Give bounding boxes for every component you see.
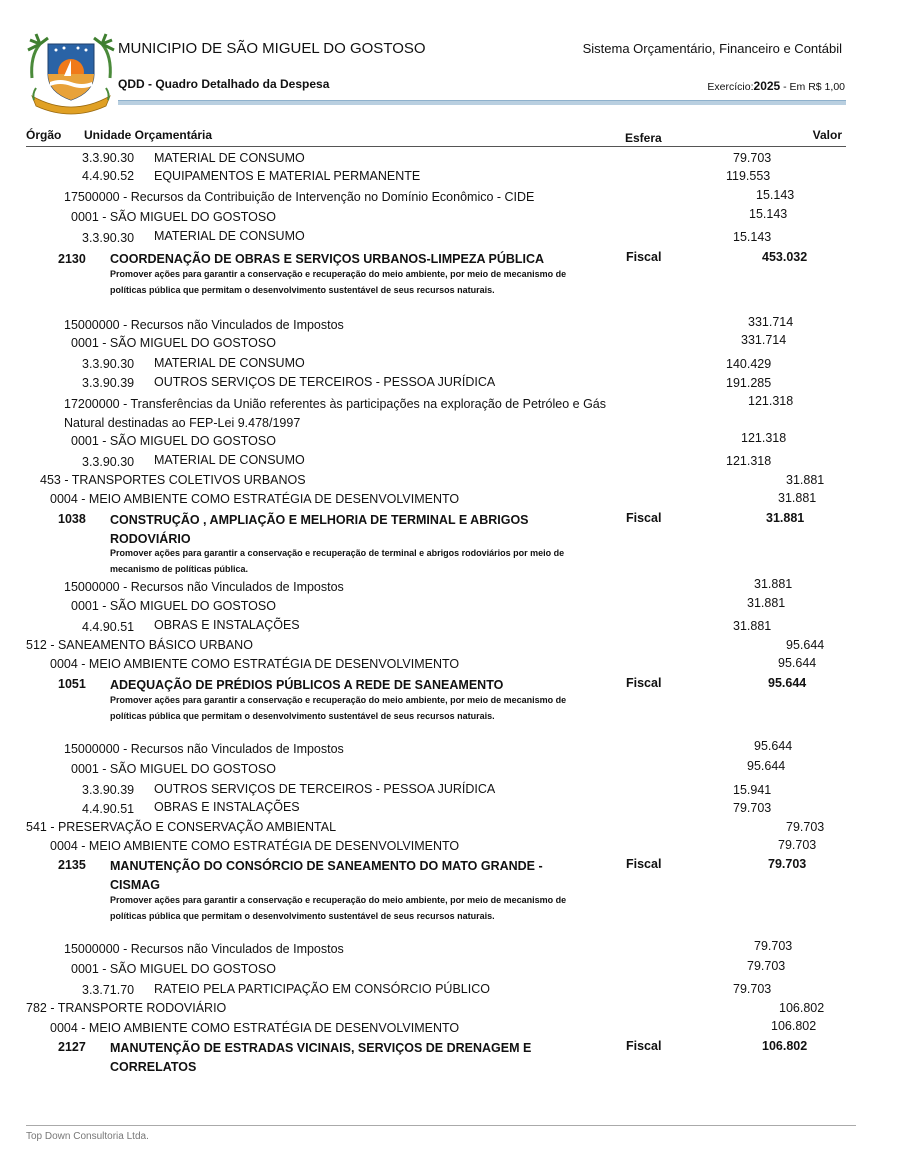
action-number: 1051 <box>58 677 86 691</box>
unit-value: 15.143 <box>749 207 788 221</box>
report-title: QDD - Quadro Detalhado da Despesa <box>118 77 330 91</box>
resource-value: 31.881 <box>754 577 793 591</box>
subfunction-value: 79.703 <box>786 820 825 834</box>
action-description: Promover ações para garantir a conservação e recuperação de terminal e abrigos rodoviários por meio de mecanismo de políticas pública. <box>110 548 565 574</box>
column-esfera: Esfera <box>625 131 662 145</box>
action-title: MANUTENÇÃO DO CONSÓRCIO DE SANEAMENTO DO MATO GRANDE - CISMAG <box>110 859 543 892</box>
element-value: 121.318 <box>726 454 772 468</box>
resource-source: 15000000 - Recursos não Vinculados de Impostos <box>64 580 344 594</box>
element-value: 79.703 <box>733 982 772 996</box>
resource-value: 79.703 <box>754 939 793 953</box>
action-title: CONSTRUÇÃO , AMPLIAÇÃO E MELHORIA DE TERMINAL E ABRIGOS RODOVIÁRIO <box>110 513 529 546</box>
action-sphere: Fiscal <box>626 1039 662 1053</box>
columns-divider <box>26 146 846 147</box>
program-line: 0004 - MEIO AMBIENTE COMO ESTRATÉGIA DE DESENVOLVIMENTO <box>50 1021 460 1035</box>
action-description: Promover ações para garantir a conservação e recuperação do meio ambiente, por meio de mecanismo de políticas pública que permitam o desenvolvimento sustentável de seus recursos naturais. <box>110 269 567 295</box>
subfunction-value: 31.881 <box>786 473 825 487</box>
element-value: 140.429 <box>726 357 772 371</box>
action-description: Promover ações para garantir a conservação e recuperação do meio ambiente, por meio de mecanismo de políticas pública que permitam o desenvolvimento sustentável de seus recursos naturais. <box>110 895 567 921</box>
element-value: 15.941 <box>733 783 772 797</box>
element-code: 4.4.90.51 <box>82 802 135 816</box>
unit-line: 0001 - SÃO MIGUEL DO GOSTOSO <box>71 962 276 976</box>
subfunction-value: 106.802 <box>779 1001 825 1015</box>
element-code: 3.3.90.39 <box>82 376 135 390</box>
element-code: 3.3.90.30 <box>82 151 135 165</box>
subfunction-value: 95.644 <box>786 638 825 652</box>
unit-value: 331.714 <box>741 333 787 347</box>
program-value: 79.703 <box>778 838 817 852</box>
element-description: OUTROS SERVIÇOS DE TERCEIROS - PESSOA JURÍDICA <box>154 375 496 389</box>
element-value: 31.881 <box>733 619 772 633</box>
currency-note: - Em R$ 1,00 <box>780 81 845 93</box>
resource-source: 15000000 - Recursos não Vinculados de Impostos <box>64 318 344 332</box>
element-description: MATERIAL DE CONSUMO <box>154 453 305 467</box>
element-value: 191.285 <box>726 376 772 390</box>
column-unidade: Unidade Orçamentária <box>84 128 213 142</box>
element-description: RATEIO PELA PARTICIPAÇÃO EM CONSÓRCIO PÚBLICO <box>154 982 490 996</box>
program-line: 0004 - MEIO AMBIENTE COMO ESTRATÉGIA DE DESENVOLVIMENTO <box>50 492 460 506</box>
subfunction-line: 782 - TRANSPORTE RODOVIÁRIO <box>26 1001 227 1015</box>
element-description: EQUIPAMENTOS E MATERIAL PERMANENTE <box>154 169 421 183</box>
resource-source: 15000000 - Recursos não Vinculados de Impostos <box>64 742 344 756</box>
subfunction-line: 453 - TRANSPORTES COLETIVOS URBANOS <box>40 473 306 487</box>
element-code: 3.3.90.30 <box>82 455 135 469</box>
column-orgao: Órgão <box>26 128 62 142</box>
action-value: 79.703 <box>768 857 807 871</box>
unit-value: 79.703 <box>747 959 786 973</box>
unit-line: 0001 - SÃO MIGUEL DO GOSTOSO <box>71 762 276 776</box>
element-description: OBRAS E INSTALAÇÕES <box>154 618 300 632</box>
action-title: MANUTENÇÃO DE ESTRADAS VICINAIS, SERVIÇOS DE DRENAGEM E CORRELATOS <box>110 1041 532 1074</box>
program-line: 0004 - MEIO AMBIENTE COMO ESTRATÉGIA DE DESENVOLVIMENTO <box>50 839 460 853</box>
footer-company: Top Down Consultoria Ltda. <box>26 1131 149 1142</box>
element-description: OBRAS E INSTALAÇÕES <box>154 800 300 814</box>
exercise-info <box>707 79 845 93</box>
action-value: 95.644 <box>768 676 807 690</box>
action-number: 1038 <box>58 512 86 526</box>
exercise-prefix: Exercício: <box>707 81 754 93</box>
action-number: 2130 <box>58 252 86 266</box>
element-code: 3.3.71.70 <box>82 983 135 997</box>
element-value: 79.703 <box>733 151 772 165</box>
element-code: 4.4.90.52 <box>82 169 135 183</box>
resource-source: 17500000 - Recursos da Contribuição de Intervenção no Domínio Econômico - CIDE <box>64 190 535 204</box>
municipality-name: MUNICIPIO DE SÃO MIGUEL DO GOSTOSO <box>118 40 426 57</box>
element-code: 3.3.90.39 <box>82 783 135 797</box>
column-valor: Valor <box>812 128 842 142</box>
element-description: MATERIAL DE CONSUMO <box>154 151 305 165</box>
resource-value: 95.644 <box>754 739 793 753</box>
element-code: 3.3.90.30 <box>82 357 135 371</box>
action-sphere: Fiscal <box>626 857 662 871</box>
element-code: 4.4.90.51 <box>82 620 135 634</box>
subfunction-line: 541 - PRESERVAÇÃO E CONSERVAÇÃO AMBIENTAL <box>26 820 337 834</box>
exercise-year: 2025 <box>753 79 781 93</box>
unit-line: 0001 - SÃO MIGUEL DO GOSTOSO <box>71 336 276 350</box>
program-value: 106.802 <box>771 1019 817 1033</box>
program-value: 31.881 <box>778 491 817 505</box>
resource-value: 15.143 <box>756 188 795 202</box>
unit-value: 121.318 <box>741 431 787 445</box>
resource-value: 331.714 <box>748 315 794 329</box>
resource-source: 17200000 - Transferências da União referentes às participações na exploração de Petróleo e Gás Natural destinadas ao FEP-Lei 9.478/1997 <box>64 397 606 430</box>
element-value: 79.703 <box>733 801 772 815</box>
unit-value: 95.644 <box>747 759 786 773</box>
action-number: 2127 <box>58 1040 86 1054</box>
element-description: MATERIAL DE CONSUMO <box>154 229 305 243</box>
action-title: COORDENAÇÃO DE OBRAS E SERVIÇOS URBANOS-LIMPEZA PÚBLICA <box>110 252 545 266</box>
action-title: ADEQUAÇÃO DE PRÉDIOS PÚBLICOS A REDE DE SANEAMENTO <box>110 678 504 692</box>
action-value: 31.881 <box>766 511 805 525</box>
resource-source: 15000000 - Recursos não Vinculados de Impostos <box>64 942 344 956</box>
element-value: 119.553 <box>726 169 771 183</box>
header-divider <box>118 100 846 105</box>
unit-line: 0001 - SÃO MIGUEL DO GOSTOSO <box>71 210 276 224</box>
program-value: 95.644 <box>778 656 817 670</box>
program-line: 0004 - MEIO AMBIENTE COMO ESTRATÉGIA DE DESENVOLVIMENTO <box>50 657 460 671</box>
action-sphere: Fiscal <box>626 676 662 690</box>
action-value: 106.802 <box>762 1039 808 1053</box>
element-description: MATERIAL DE CONSUMO <box>154 356 305 370</box>
unit-line: 0001 - SÃO MIGUEL DO GOSTOSO <box>71 599 276 613</box>
action-description: Promover ações para garantir a conservação e recuperação do meio ambiente, por meio de mecanismo de políticas pública que permitam o desenvolvimento sustentável de seus recursos naturais. <box>110 695 567 721</box>
municipal-coat-of-arms-logo <box>26 30 116 116</box>
element-description: OUTROS SERVIÇOS DE TERCEIROS - PESSOA JURÍDICA <box>154 782 496 796</box>
footer-divider <box>26 1125 856 1126</box>
action-sphere: Fiscal <box>626 511 662 525</box>
action-sphere: Fiscal <box>626 250 662 264</box>
unit-value: 31.881 <box>747 596 786 610</box>
resource-value: 121.318 <box>748 394 794 408</box>
subfunction-line: 512 - SANEAMENTO BÁSICO URBANO <box>26 638 253 652</box>
system-name: Sistema Orçamentário, Financeiro e Contábil <box>582 41 842 56</box>
action-number: 2135 <box>58 858 86 872</box>
element-code: 3.3.90.30 <box>82 231 135 245</box>
unit-line: 0001 - SÃO MIGUEL DO GOSTOSO <box>71 434 276 448</box>
element-value: 15.143 <box>733 230 772 244</box>
action-value: 453.032 <box>762 250 808 264</box>
